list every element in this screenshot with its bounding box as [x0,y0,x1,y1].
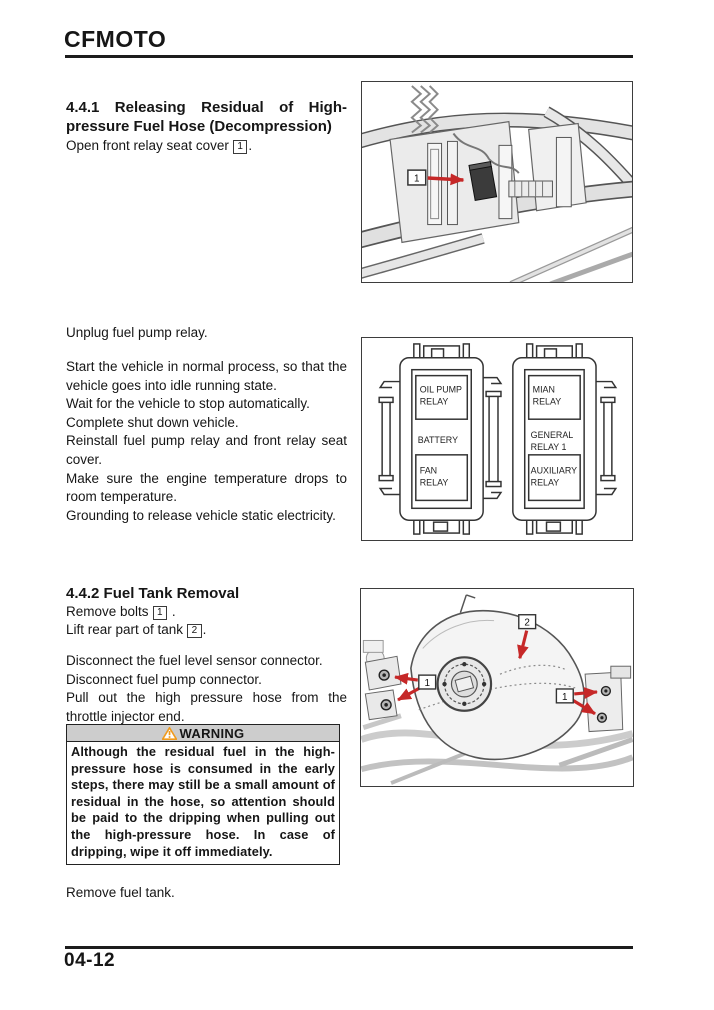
callout-1-label: 1 [414,173,420,185]
relay-label-oil-pump-1: OIL PUMP [419,384,462,395]
relay-label-main-2: RELAY [532,396,562,407]
callout-1-left-label: 1 [424,678,430,690]
unplug-step [66,324,347,343]
step-text: Pull out the high pressure hose from the throttle injector end. [66,690,347,724]
brand-logo-text: CFMOTO [64,26,167,52]
relay-label-oil-pump-2: RELAY [419,396,449,407]
callout-ref-2: 2 [187,624,202,638]
footer-rule [65,946,633,949]
warning-header [67,725,339,742]
step-text: Grounding to release vehicle static electricity. [66,507,336,523]
step-text: Open front relay seat cover [66,138,229,153]
fuel-tank-body [411,595,584,759]
relay-modules [379,344,616,534]
callout-ref-1: 1 [233,140,248,154]
step-text: Start the vehicle in normal process, so that the vehicle goes into idle running state. [66,359,347,393]
step-text: Make sure the engine temperature drops to room temperature. [66,470,347,505]
page-number: 04-12 [64,950,116,971]
step-punct: . [168,604,176,619]
section-441-heading [66,98,347,136]
tank-removal-steps [66,652,347,726]
step-punct: . [248,138,253,153]
callout-ref-1: 1 [153,606,168,620]
relay-label-fan-2: RELAY [419,477,449,488]
step-text: Lift rear part of tank [66,622,184,637]
figure-relay-diagram [361,337,633,541]
step-text: Complete shut down vehicle. [66,414,239,430]
callout-arrow [428,178,464,180]
callout-1-right-label: 1 [562,691,568,703]
relay-label-aux-1: AUXILIARY [530,465,578,476]
warning-text: Although the residual fuel in the high-pressure hose is consumed in the early steps, there may still be a small amount of residual in the hose, so attention should be paid to the dripping when pulling out the high-pressure hose. In case of dripping, wipe it off immediately. [71,744,335,859]
figure-relay-cover [361,81,633,283]
section-441-heading-line2: pressure Fuel Hose (Decompression) [66,118,332,135]
section-442-heading: 4.4.2 Fuel Tank Removal [66,585,240,602]
fuel-tank-illustration [361,589,633,786]
section-441-step [66,137,347,155]
section-441-heading-line1: 4.4.1 Releasing Residual of High- [66,99,347,116]
relay-cover-illustration [362,82,632,282]
step-punct: . [202,622,207,637]
relay-diagram-illustration [362,338,632,540]
warning-title: WARNING [179,725,245,741]
fuel-pump-ring [438,657,491,710]
decompression-steps [66,358,347,525]
warning-icon [162,727,177,740]
relay-label-general-2: RELAY 1 [530,441,567,452]
step-text: Unplug fuel pump relay. [66,325,208,340]
step-text: Remove bolts [66,604,149,619]
relay-label-main-1: MIAN [532,384,555,395]
warning-box [66,724,340,865]
callout-2-label: 2 [524,617,530,629]
section-442-step1 [66,603,347,621]
final-step: Remove fuel tank. [66,885,175,900]
relay-label-general-1: GENERAL [530,430,574,441]
relay-label-aux-2: RELAY [530,477,560,488]
figure-fuel-tank [360,588,634,787]
relay-label-fan-1: FAN [419,465,438,476]
relay-label-battery: BATTERY [417,434,459,445]
step-text: Wait for the vehicle to stop automatically. [66,396,310,412]
step-text: Reinstall fuel pump relay and front relay seat cover. [66,433,347,467]
step-text: Disconnect fuel pump connector. [66,671,262,687]
section-442-step2 [66,621,347,639]
step-text: Disconnect the fuel level sensor connector. [66,653,323,668]
header-rule [65,55,633,58]
